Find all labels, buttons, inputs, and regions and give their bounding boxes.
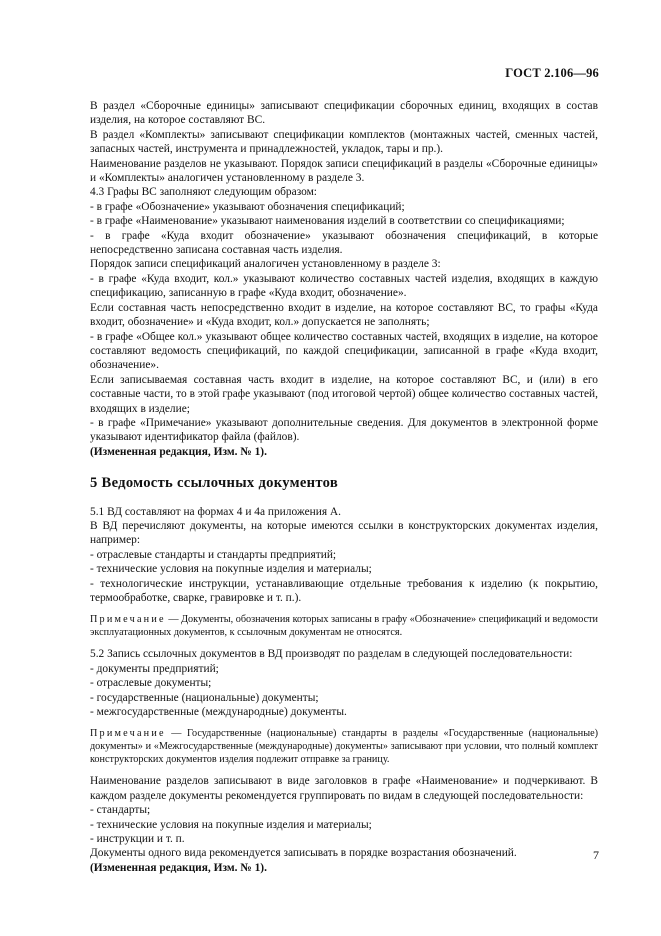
document-code: ГОСТ 2.106—96 xyxy=(505,66,599,80)
paragraph: Если составная часть непосредственно входит в изделие, на которое составляют ВС, то графы «Куда входит, обозначение» и «Куда входит, кол.» допускается не заполнять; xyxy=(90,301,598,329)
list-item: - технологические инструкции, устанавливающие отдельные требования к изделию (к покрытию, термообработке, сварке, гравировке и т. п.). xyxy=(90,577,598,604)
list-item: - в графе «Куда входит обозначение» указывают обозначения спецификаций, в которые непосредственно записана составная часть изделия. xyxy=(90,229,598,257)
amendment-note: (Измененная редакция, Изм. № 1). xyxy=(90,445,267,458)
note xyxy=(90,727,598,766)
section-heading: 5 Ведомость ссылочных документов xyxy=(90,475,339,492)
paragraph: Порядок записи спецификаций аналогичен установленному в разделе 3: xyxy=(90,258,441,271)
paragraph: Если записываемая составная часть входит в изделие, на которое составляют ВС, и (или) в его составные части, то в этой графе указывают (под итоговой чертой) общее количество составных частей, входящих в изделие; xyxy=(90,373,598,415)
list-item: - технические условия на покупные изделия и материалы; xyxy=(90,818,372,831)
note-label: Примечание xyxy=(90,728,166,740)
note xyxy=(90,613,598,639)
list-item: - документы предприятий; xyxy=(90,662,219,675)
paragraph: В раздел «Комплекты» записывают спецификации комплектов (монтажных частей, сменных частей, запасных частей, инструмента и принадлежностей, укладок, тары и пр.). xyxy=(90,128,598,156)
list-item: - в графе «Общее кол.» указывают общее количество составных частей, входящих в изделие, на которое составляют ведомость спецификаций, по каждой спецификации, записанной в графе «Куда входит, обозначение». xyxy=(90,330,598,372)
paragraph: В ВД перечисляют документы, на которые имеются ссылки в конструкторских документах изделия, например: xyxy=(90,519,598,547)
page-body xyxy=(90,99,598,875)
note-text: — Документы, обозначения которых записаны в графу «Обозначение» спецификаций и ведомости эксплуатационных документов, к ссылочным документам не относятся. xyxy=(90,614,598,639)
amendment-note: (Измененная редакция, Изм. № 1). xyxy=(90,861,267,874)
paragraph: Наименование разделов записывают в виде заголовков в графе «Наименование» и подчеркивают. В каждом разделе документы рекомендуется группировать по видам в следующей последовательности: xyxy=(90,775,598,802)
paragraph: 5.1 ВД составляют на формах 4 и 4а приложения А. xyxy=(90,505,341,518)
paragraph: 4.3 Графы ВС заполняют следующим образом: xyxy=(90,186,317,199)
list-item: - в графе «Наименование» указывают наименования изделий в соответствии со спецификациями; xyxy=(90,215,565,228)
paragraph: Наименование разделов не указывают. Порядок записи спецификаций в разделы «Сборочные единицы» и «Комплекты» аналогичен установленному в разделе 3. xyxy=(90,157,598,185)
note-label: Примечание xyxy=(90,614,166,626)
page-number: 7 xyxy=(593,848,599,862)
list-item: - в графе «Обозначение» указывают обозначения спецификаций; xyxy=(90,200,405,213)
list-item: - в графе «Куда входит, кол.» указывают количество составных частей изделия, входящих в каждую спецификацию, записанную в графе «Куда входит, обозначение». xyxy=(90,272,598,300)
list-item: - межгосударственные (международные) документы. xyxy=(90,706,347,719)
list-item: - технические условия на покупные изделия и материалы; xyxy=(90,563,372,576)
list-item: - отраслевые документы; xyxy=(90,677,212,690)
paragraph: В раздел «Сборочные единицы» записывают спецификации сборочных единиц, входящих в состав изделия, на которое составляют ВС. xyxy=(90,100,598,127)
list-item: - стандарты; xyxy=(90,804,151,817)
paragraph: Документы одного вида рекомендуется записывать в порядке возрастания обозначений. xyxy=(90,847,517,860)
paragraph: 5.2 Запись ссылочных документов в ВД производят по разделам в следующей последовательности: xyxy=(90,648,573,661)
list-item: - инструкции и т. п. xyxy=(90,833,185,846)
list-item: - в графе «Примечание» указывают дополнительные сведения. Для документов в электронной форме указывают идентификатор файла (файлов). xyxy=(90,416,598,444)
list-item: - государственные (национальные) документы; xyxy=(90,691,319,704)
note-text: — Государственные (национальные) стандарты в разделы «Государственные (национальные) документы» и «Межгосударственные (международные) документы» записывают при условии, что полный комплект конструкторских документов изделия подлежит отправке за границу. xyxy=(90,728,599,766)
list-item: - отраслевые стандарты и стандарты предприятий; xyxy=(90,548,337,561)
